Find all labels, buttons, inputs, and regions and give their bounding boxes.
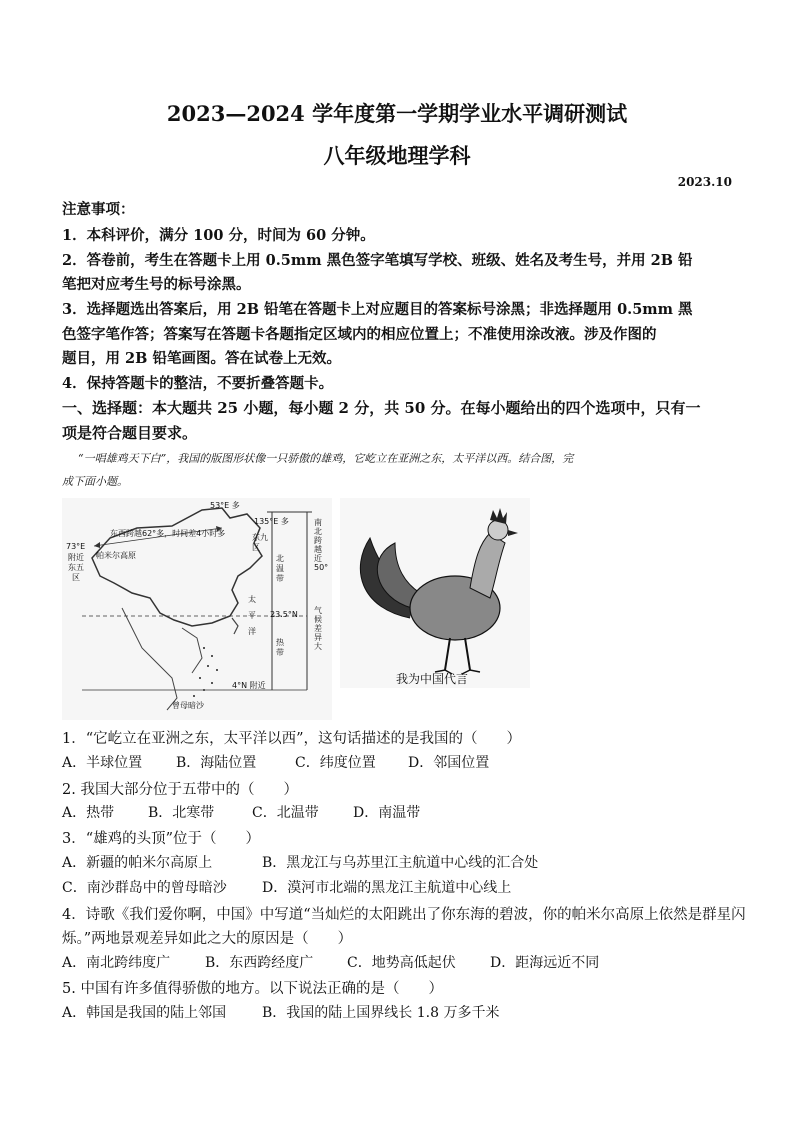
notice-line: 1．本科评价，满分 100 分，时间为 60 分钟。 — [62, 227, 375, 244]
section-heading: 一、选择题：本大题共 25 小题，每小题 2 分，共 50 分。在每小题给出的四个选项中，只有一 — [62, 399, 701, 417]
map-label-tropic: 热带 — [276, 638, 284, 657]
question-4-stem: 4．诗歌《我们爱你啊，中国》中写道“当灿烂的太阳跳出了你东海的碧波，你的帕米尔高原上依然是群星闪 — [62, 907, 746, 923]
question-1-stem: 1．“它屹立在亚洲之东，太平洋以西”，这句话描述的是我国的（ ） — [62, 731, 522, 747]
notice-line: 题目，用 2B 铅笔画图。答在试卷上无效。 — [62, 350, 341, 367]
china-map-figure — [62, 498, 332, 720]
q2-option-b[interactable]: B．北寒带 — [148, 805, 215, 821]
section-heading-cont: 项是符合题目要求。 — [62, 424, 198, 442]
question-4-stem-cont: 烁。”两地景观差异如此之大的原因是（ ） — [62, 931, 353, 947]
exam-subtitle: 八年级地理学科 — [323, 143, 471, 168]
q2-option-c[interactable]: C．北温带 — [252, 805, 319, 821]
q4-option-c[interactable]: C．地势高低起伏 — [347, 955, 456, 971]
map-label-lat235: 23.5°N — [270, 610, 298, 619]
q5-option-a[interactable]: A．韩国是我国的陆上邻国 — [62, 1005, 227, 1021]
exam-title: 2023—2024 学年度第一学期学业水平调研测试 — [166, 101, 628, 126]
q2-option-a[interactable]: A．热带 — [62, 805, 115, 821]
notice-line: 2．答卷前，考生在答题卡上用 0.5mm 黑色签字笔填写学校、班级、姓名及考生号，并用 2B 铅 — [62, 252, 693, 269]
intro-text: “一唱雄鸡天下白”，我国的版图形状像一只骄傲的雄鸡，它屹立在亚洲之东，太平洋以西。结合图，完 — [78, 452, 574, 465]
rooster-illustration — [340, 498, 530, 688]
q4-option-d[interactable]: D．距海远近不同 — [490, 955, 600, 971]
notice-line: 色签字笔作答；答案写在答题卡各题指定区域内的相应位置上；不准使用涂改液。涉及作图的 — [62, 326, 657, 343]
map-label-east9: 东九 — [252, 533, 268, 542]
map-label-ns-span: 南北跨越近50° — [314, 518, 329, 572]
rooster-caption: 我为中国代言 — [396, 672, 469, 686]
q3-option-c[interactable]: C．南沙群岛中的曾母暗沙 — [62, 880, 227, 896]
map-label-near: 附近 — [68, 553, 84, 562]
map-label-north-temperate: 北温带 — [276, 554, 284, 583]
q3-option-a[interactable]: A．新疆的帕米尔高原上 — [62, 855, 213, 871]
q4-option-b[interactable]: B．东西跨经度广 — [205, 955, 314, 971]
q3-option-d[interactable]: D．漠河市北端的黑龙江主航道中心线上 — [262, 880, 512, 896]
map-label-ew-span: 东西跨越62°多，时间差4小时多 — [110, 529, 226, 538]
map-label-zone2: 区 — [252, 543, 260, 552]
map-label-yang: 洋 — [248, 627, 256, 636]
q2-option-d[interactable]: D．南温带 — [353, 805, 421, 821]
q1-option-c[interactable]: C．纬度位置 — [295, 755, 376, 771]
map-label-tai: 太 — [248, 595, 256, 604]
notice-heading: 注意事项： — [62, 201, 135, 218]
q5-option-b[interactable]: B．我国的陆上国界线长 1.8 万多千米 — [262, 1005, 500, 1021]
exam-date: 2023.10 — [677, 175, 732, 189]
map-label-east5: 东五 — [68, 563, 84, 572]
question-3-stem: 3．“雄鸡的头顶”位于（ ） — [62, 831, 261, 847]
q1-option-b[interactable]: B．海陆位置 — [176, 755, 257, 771]
notice-line: 笔把对应考生号的标号涂黑。 — [62, 276, 251, 293]
notice-line: 4．保持答题卡的整洁，不要折叠答题卡。 — [62, 375, 334, 392]
q1-option-d[interactable]: D．邻国位置 — [408, 755, 490, 771]
map-label-lat4: 4°N 附近 — [232, 681, 266, 690]
map-label-lon53: 53°E 多 — [210, 501, 240, 510]
notice-line: 3．选择题选出答案后，用 2B 铅笔在答题卡上对应题目的答案标号涂黑；非选择题用 0.5mm 黑 — [62, 301, 693, 318]
map-label-ping: 平 — [248, 611, 256, 620]
map-label-climate: 气候差异大 — [314, 606, 322, 651]
q4-option-a[interactable]: A．南北跨纬度广 — [62, 955, 171, 971]
q3-option-b[interactable]: B．黑龙江与乌苏里江主航道中心线的汇合处 — [262, 855, 539, 871]
question-2-stem: 2. 我国大部分位于五带中的（ ） — [62, 782, 298, 798]
map-label-zengmu: 曾母暗沙 — [172, 701, 204, 710]
rooster-figure — [340, 498, 530, 720]
map-label-lon135: 135°E 多 — [254, 517, 289, 526]
map-label-zone: 区 — [72, 573, 80, 582]
q1-option-a[interactable]: A．半球位置 — [62, 755, 143, 771]
intro-text-cont: 成下面小题。 — [62, 475, 128, 488]
question-5-stem: 5. 中国有许多值得骄傲的地方。以下说法正确的是（ ） — [62, 981, 443, 997]
map-label-pamir: 帕米尔高原 — [96, 551, 136, 560]
map-label-lon73: 73°E — [66, 542, 86, 551]
